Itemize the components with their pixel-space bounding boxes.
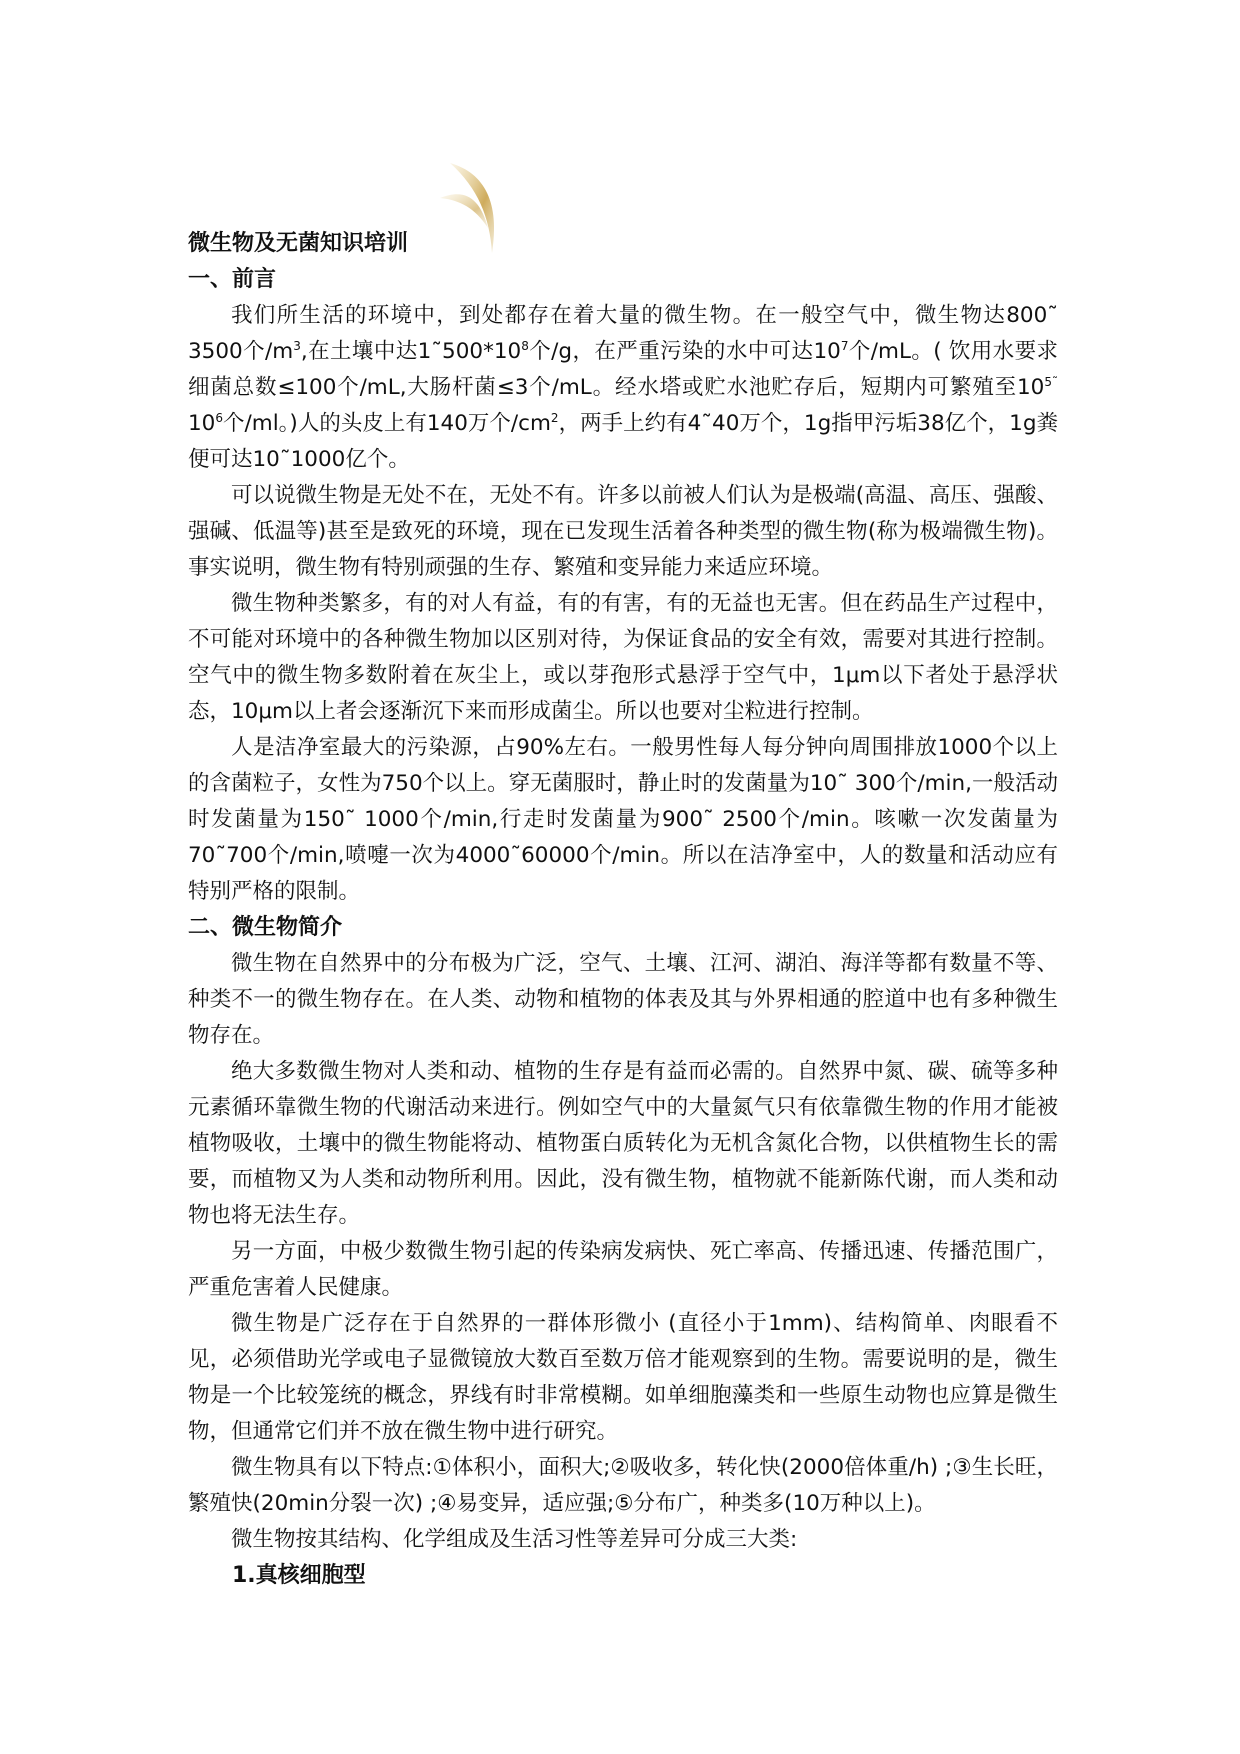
paragraph: 绝大多数微生物对人类和动、植物的生存是有益而必需的。自然界中氮、碳、硫等多种元素循环靠微生物的代谢活动来进行。例如空气中的大量氮气只有依靠微生物的作用才能被植物吸收，土壤中的微生物能将动、植物蛋白质转化为无机含氮化合物，以供植物生长的需要，而植物又为人类和动物所利用。因此，没有微生物，植物就不能新陈代谢，而人类和动物也将无法生存。 <box>188 1059 1058 1228</box>
document-body <box>188 226 1058 1594</box>
paragraph: 微生物是广泛存在于自然界的一群体形微小 (直径小于1mm)、结构简单、肉眼看不见，必须借助光学或电子显微镜放大数百至数万倍才能观察到的生物。需要说明的是，微生物是一个比较笼统的概念，界线有时非常模糊。如单细胞藻类和一些原生动物也应算是微生物，但通常它们并不放在微生物中进行研究。 <box>188 1311 1058 1444</box>
document-title: 微生物及无菌知识培训 <box>188 231 409 256</box>
paragraph: 我们所生活的环境中，到处都存在着大量的微生物。在一般空气中，微生物达800˜ 3500个$/m^3$,在土壤中达$1˜500*10^8$个/g，在严重污染的水中可达$10^7$个/mL。( 饮用水要求细菌总数≤100个/mL,大肠杆菌≤3个/mL。经水塔或贮水池贮存后，短期内可繁殖至$10^{5˜}$ $10^6$个/ml。)人的头皮上有140万个$/cm^2$，两手上约有4˜40万个，1g指甲污垢38亿个，1g粪便可达10˜1000亿个。 <box>188 303 1058 472</box>
paragraph: 人是洁净室最大的污染源，占90%左右。一般男性每人每分钟向周围排放1000个以上的含菌粒子，女性为750个以上。穿无菌服时，静止时的发菌量为10˜ 300个/min,一般活动时发菌量为150˜ 1000个/min,行走时发菌量为900˜ 2500个/min。咳嗽一次发菌量为70˜700个/min,喷嚏一次为4000˜60000个/min。所以在洁净室中，人的数量和活动应有特别严格的限制。 <box>188 735 1058 904</box>
subheading-eukaryotic: 1.真核细胞型 <box>232 1563 366 1588</box>
paragraph: 微生物在自然界中的分布极为广泛，空气、土壤、江河、湖泊、海洋等都有数量不等、种类不一的微生物存在。在人类、动物和植物的体表及其与外界相通的腔道中也有多种微生物存在。 <box>188 951 1058 1048</box>
section-heading-microbe-intro: 二、微生物简介 <box>188 915 343 940</box>
section-heading-preface: 一、前言 <box>188 267 277 292</box>
paragraph: 另一方面，中极少数微生物引起的传染病发病快、死亡率高、传播迅速、传播范围广，严重危害着人民健康。 <box>188 1239 1058 1300</box>
paragraph: 微生物按其结构、化学组成及生活习性等差异可分成三大类: <box>231 1527 798 1552</box>
paragraph: 微生物具有以下特点:①体积小，面积大;②吸收多，转化快(2000倍体重/h) ;③生长旺，繁殖快(20min分裂一次) ;④易变异，适应强;⑤分布广，种类多(10万种以上)。 <box>188 1455 1058 1516</box>
paragraph: 微生物种类繁多，有的对人有益，有的有害，有的无益也无害。但在药品生产过程中，不可能对环境中的各种微生物加以区别对待，为保证食品的安全有效，需要对其进行控制。空气中的微生物多数附着在灰尘上，或以芽孢形式悬浮于空气中，1μm以下者处于悬浮状态，10μm以上者会逐渐沉下来而形成菌尘。所以也要对尘粒进行控制。 <box>188 591 1058 724</box>
paragraph: 可以说微生物是无处不在，无处不有。许多以前被人们认为是极端(高温、高压、强酸、强碱、低温等)甚至是致死的环境，现在已发现生活着各种类型的微生物(称为极端微生物)。事实说明，微生物有特别顽强的生存、繁殖和变异能力来适应环境。 <box>188 483 1058 580</box>
